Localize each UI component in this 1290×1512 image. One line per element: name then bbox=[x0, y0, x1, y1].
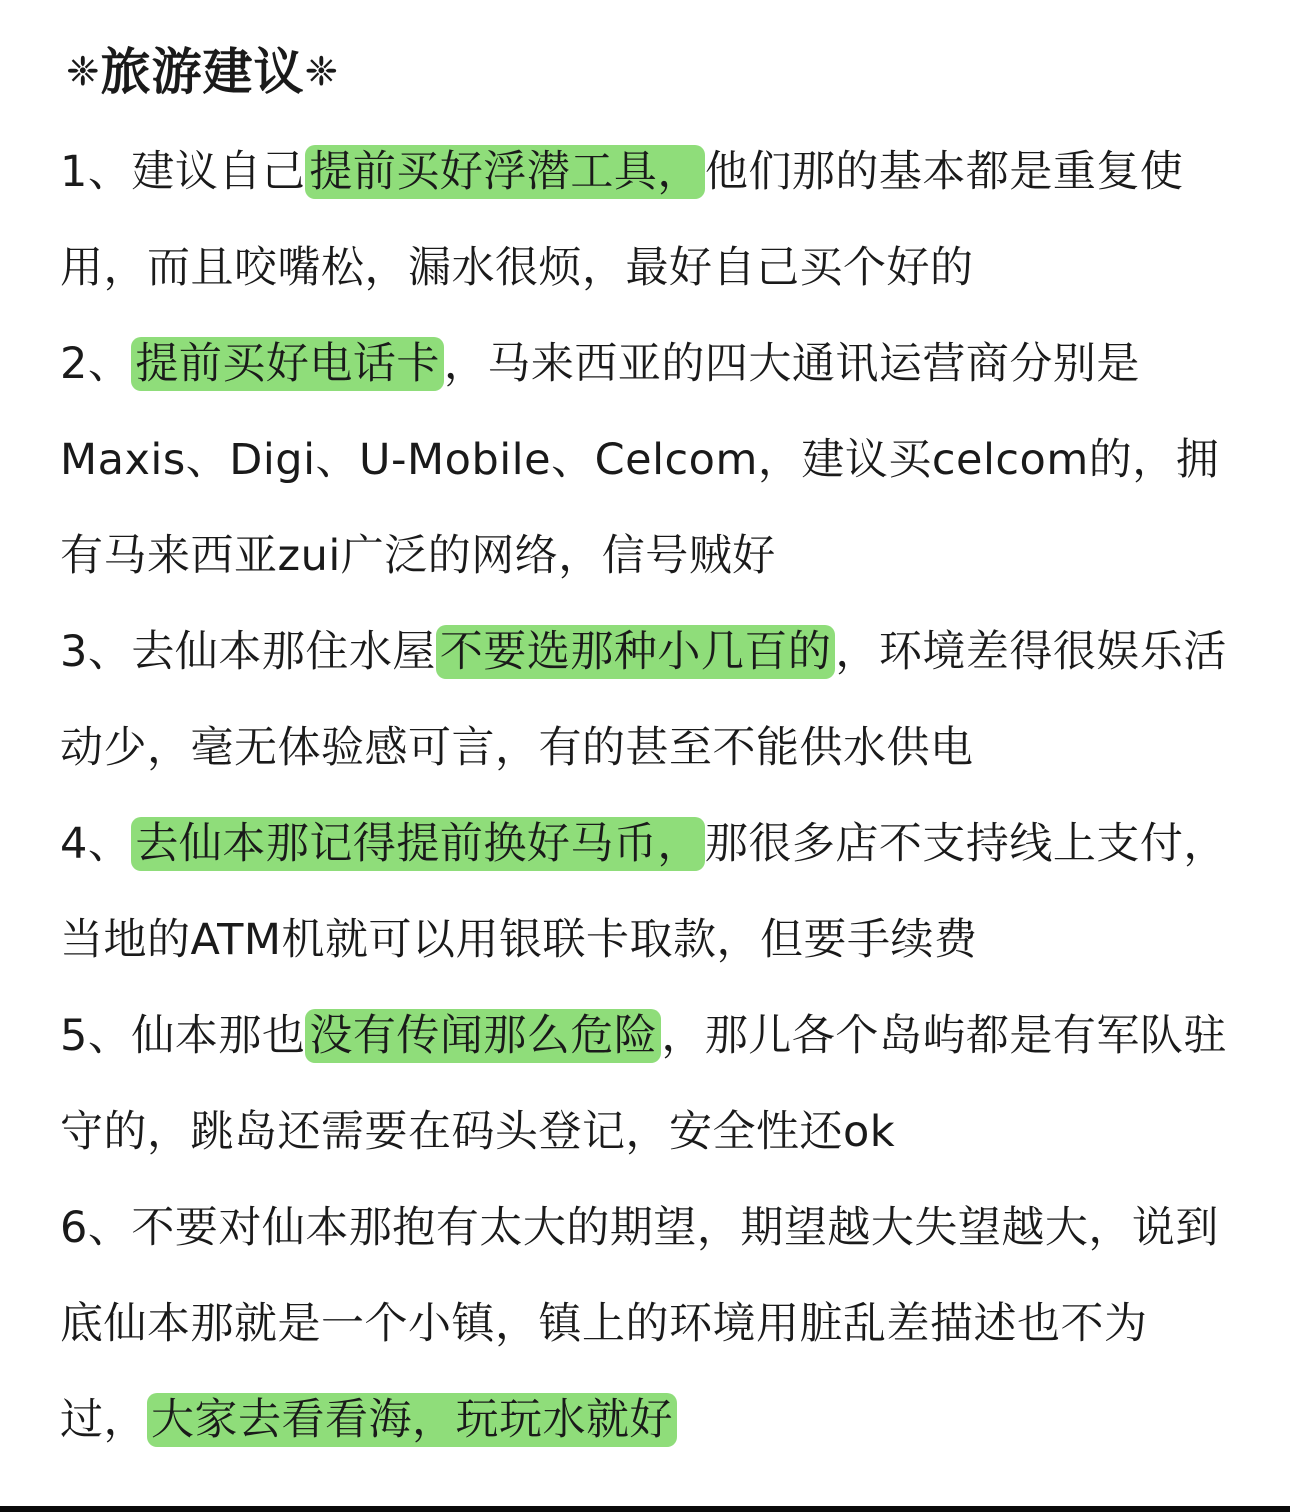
tip-highlight: 提前买好电话卡 bbox=[131, 337, 444, 391]
tip-number: 6、 bbox=[60, 1203, 132, 1253]
tip-item-4 bbox=[60, 796, 1230, 988]
tip-text: 不要对仙本那抱有太大的期望，期望越大失望越大，说到底仙本那就是一个小镇，镇上的环境用脏乱差描述也不为过， bbox=[60, 1203, 1219, 1445]
tip-number: 4、 bbox=[60, 819, 132, 869]
tip-text: 他们那的基本都是重复使用，而且咬嘴松，漏水很烦，最好自己买个好的 bbox=[60, 147, 1184, 293]
page-title bbox=[66, 30, 1230, 114]
tip-item-5 bbox=[60, 988, 1230, 1180]
bottom-border bbox=[0, 1506, 1290, 1512]
tip-text: ，马来西亚的四大通讯运营商分别是Maxis、Digi、U-Mobile、Celcom，建议买celcom的，拥有马来西亚zui广泛的网络，信号贼好 bbox=[60, 339, 1220, 581]
tip-number: 1、 bbox=[60, 147, 132, 197]
tip-highlight: 不要选那种小几百的 bbox=[436, 625, 836, 679]
tip-number: 5、 bbox=[60, 1011, 132, 1061]
tip-highlight: 没有传闻那么危险 bbox=[305, 1009, 661, 1063]
tip-item-3 bbox=[60, 604, 1230, 796]
tip-text: ，环境差得很娱乐活动少，毫无体验感可言，有的甚至不能供水供电 bbox=[60, 627, 1227, 773]
flower-ornament-icon: ❈ bbox=[66, 49, 101, 95]
tip-text: ，那儿各个岛屿都是有军队驻守的，跳岛还需要在码头登记，安全性还ok bbox=[60, 1011, 1227, 1157]
tip-highlight: 大家去看看海，玩玩水就好 bbox=[147, 1393, 677, 1447]
page-title-text: 旅游建议 bbox=[100, 43, 305, 101]
travel-tips-list bbox=[60, 124, 1230, 1468]
tip-item-6 bbox=[60, 1180, 1230, 1468]
tip-number: 3、 bbox=[60, 627, 132, 677]
tip-text: 去仙本那住水屋 bbox=[131, 627, 436, 677]
tip-number: 2、 bbox=[60, 339, 132, 389]
tip-text: 那很多店不支持线上支付，当地的ATM机就可以用银联卡取款，但要手续费 bbox=[60, 819, 1227, 965]
tip-text: 建议自己 bbox=[131, 147, 306, 197]
tip-item-1 bbox=[60, 124, 1230, 316]
tip-highlight: 去仙本那记得提前换好马币， bbox=[131, 817, 705, 871]
tip-item-2 bbox=[60, 316, 1230, 604]
flower-ornament-icon: ❈ bbox=[304, 49, 340, 95]
tip-text: 仙本那也 bbox=[131, 1011, 306, 1061]
tip-highlight: 提前买好浮潜工具， bbox=[305, 145, 705, 199]
